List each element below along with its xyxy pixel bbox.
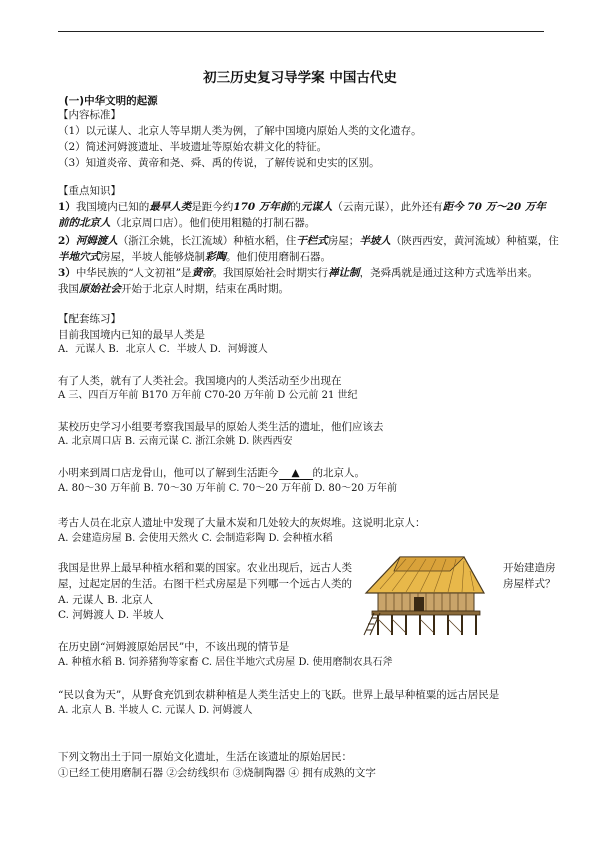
knowledge-point-2-cont: 半地穴式房屋，半坡人能够烧制彩陶。他们使用磨制石器。 <box>58 251 331 263</box>
question-options: A. 种植水稻 B. 饲养猪狗等家畜 C. 居住半地穴式房屋 D. 使用磨制农具石斧 <box>58 657 393 668</box>
section-heading: (一)中华文明的起源 <box>64 95 158 107</box>
question-stem: 屋，过起定居的生活。右图干栏式房屋是下列哪一个远古人类的 <box>58 578 352 590</box>
practice-header: 【配套练习】 <box>58 313 121 325</box>
top-rule <box>58 31 544 32</box>
knowledge-point-1-cont: 前的北京人（北京周口店）。他们使用粗糙的打制石器。 <box>58 217 316 229</box>
stilt-house-illustration <box>360 553 488 637</box>
question-options: A. 北京人 B. 半坡人 C. 元谋人 D. 河姆渡人 <box>58 705 253 716</box>
question-options: ①已经工使用磨制石器 ②会纺线织布 ③烧制陶器 ④ 拥有成熟的文字 <box>58 767 376 779</box>
question-stem: 下列文物出土于同一原始文化遗址，生活在该遗址的原始居民： <box>58 751 352 763</box>
answer-blank: ▲ <box>279 467 313 480</box>
standard-item: （1）以元谋人、北京人等早期人类为例，了解中国境内原始人类的文化遗存。 <box>58 125 422 137</box>
question-options: A. 元谋人 B. 北京人 <box>58 594 153 606</box>
question-options: C. 河姆渡人 D. 半坡人 <box>58 609 164 621</box>
question-stem: 考古人员在北京人遗址中发现了大量木炭和几处较大的灰烬堆。这说明北京人： <box>58 517 426 529</box>
question-options: A 三、四百万年前 B170 万年前 C70-20 万年前 D 公元前 21 世纪 <box>58 390 358 401</box>
knowledge-header: 【重点知识】 <box>58 185 121 197</box>
question-stem: 我国是世界上最早种植水稻和粟的国家。农业出现后，远古人类 <box>58 562 352 574</box>
knowledge-point-3-cont: 我国原始社会开始于北京人时期，结束在禹时期。 <box>58 283 289 295</box>
question-stem-right: 开始建造房 <box>503 562 556 574</box>
knowledge-point-1: 1）我国境内已知的最早人类是距今约170 万年前的元谋人（云南元谋），此外还有距今 70 万～20 万年 <box>58 201 546 213</box>
question-options: A. 会建造房屋 B. 会使用天然火 C. 会制造彩陶 D. 会种植水稻 <box>58 533 333 544</box>
standards-header: 【内容标准】 <box>58 109 121 121</box>
question-stem: 目前我国境内已知的最早人类是 <box>58 329 205 341</box>
question-stem: “民以食为天”，从野食充饥到农耕种植是人类生活史上的飞跃。世界上最早种植粟的远古居民是 <box>58 689 500 701</box>
standard-item: （2）简述河姆渡遗址、半坡遗址等原始农耕文化的特征。 <box>58 141 328 153</box>
question-stem: 小明来到周口店龙骨山，他可以了解到生活距今 ▲ 的北京人。 <box>58 467 365 479</box>
standard-item: （3）知道炎帝、黄帝和尧、舜、禹的传说，了解传说和史实的区别。 <box>58 157 380 169</box>
question-options: A. 北京周口店 B. 云南元谋 C. 浙江余姚 D. 陕西西安 <box>58 436 293 447</box>
question-stem: 某校历史学习小组要考察我国最早的原始人类生活的遗址，他们应该去 <box>58 421 384 433</box>
page-title: 初三历史复习导学案 中国古代史 <box>203 70 397 86</box>
question-options: A．元谋人 B．北京人 C．半坡人 D．河姆渡人 <box>58 344 268 355</box>
question-stem-right: 房屋样式？ <box>503 578 556 590</box>
knowledge-point-3: 3）中华民族的“人文初祖”是黄帝。我国原始社会时期实行禅让制，尧舜禹就是通过这种方式选举出来。 <box>58 267 539 279</box>
knowledge-point-2: 2）河姆渡人（浙江余姚，长江流域）种植水稻，住干栏式房屋；半坡人（陕西西安，黄河流域）种植粟，住 <box>58 235 559 247</box>
question-stem: 在历史剧“河姆渡原始居民”中，不该出现的情节是 <box>58 641 290 653</box>
question-stem: 有了人类，就有了人类社会。我国境内的人类活动至少出现在 <box>58 375 342 387</box>
question-options: A. 80～30 万年前 B. 70～30 万年前 C. 70～20 万年前 D. 80～20 万年前 <box>58 483 398 494</box>
